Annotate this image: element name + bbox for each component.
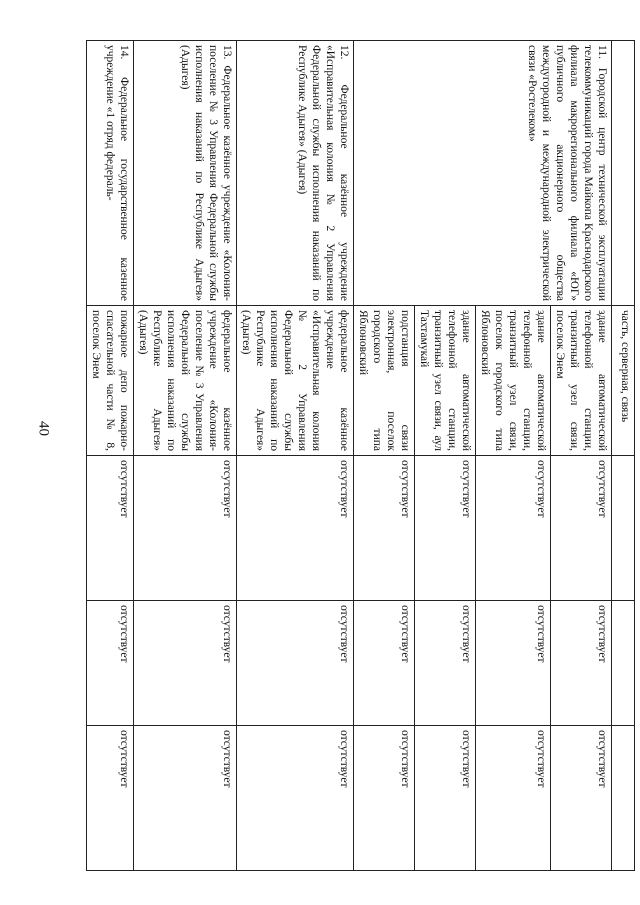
table-row	[87, 41, 134, 871]
table-cell: отсутствует	[354, 601, 415, 726]
table-cell-organization: 13. Федеральное казённое учреждение «Колония-поселение № 3 Управления Федеральной службы исполнения наказаний по Республике Адыгея» (Адыгея)	[134, 41, 237, 306]
table-cell	[612, 41, 635, 306]
table-cell: отсутствует	[134, 456, 237, 601]
table-cell: здание автоматической телефонной станции, транзитный узел связи, поселок городского типа Яблоновский	[476, 306, 551, 456]
table-cell: отсутствует	[87, 726, 134, 871]
page-number: 40	[35, 421, 52, 436]
table-cell: отсутствует	[134, 726, 237, 871]
table-cell: пожарное депо пожарно-спасательной части № 8, поселок Энем	[87, 306, 134, 456]
table-cell: отсутствует	[476, 456, 551, 601]
table-cell: отсутствует	[551, 456, 612, 601]
table-cell: отсутствует	[134, 601, 237, 726]
table-cell: отсутствует	[415, 726, 476, 871]
table-cell: отсутствует	[415, 456, 476, 601]
table-cell: отсутствует	[237, 456, 354, 601]
table-cell: отсутствует	[87, 456, 134, 601]
table-cell: отсутствует	[415, 601, 476, 726]
rotated-table-container	[75, 40, 635, 870]
table-cell: отсутствует	[354, 456, 415, 601]
table-cell-organization: 14. Федеральное государственное казенное учреждение «1 отряд федераль-	[87, 41, 134, 306]
table-cell: здание автоматической телефонной станции, транзитный узел связи, поселок Энем	[551, 306, 612, 456]
table-cell	[612, 601, 635, 726]
table-row	[612, 41, 635, 871]
table-cell: подстанция связи электронная, поселок городского типа Яблоновский	[354, 306, 415, 456]
table-cell: отсутствует	[237, 726, 354, 871]
table-cell	[612, 726, 635, 871]
table-cell: федеральное казённое учреждение «Исправительная колония № 2 Управления Федеральной службы исполнения наказаний по Республике Адыгея» (Адыгея)	[237, 306, 354, 456]
table-cell: отсутствует	[551, 601, 612, 726]
table-cell	[612, 456, 635, 601]
data-table	[86, 40, 635, 871]
table-cell: здание автоматической телефонной станции, транзитный узел связи, аул Тахтамукай	[415, 306, 476, 456]
table-cell-organization: 12. Федеральное казённое учреждение «Исправительная колония № 2 Управления Федеральной службы исполнения наказаний по Республике Адыгея» (Адыгея)	[237, 41, 354, 306]
table-cell: отсутствует	[237, 601, 354, 726]
table-row	[237, 41, 354, 871]
table-cell: часть, серверная, связь	[612, 306, 635, 456]
table-row	[551, 41, 612, 871]
table-cell: отсутствует	[551, 726, 612, 871]
table-cell: федеральное казённое учреждение «Колония-поселение № 3 Управления Федеральной службы исполнения наказаний по Республике Адыгея» (Адыгея)	[134, 306, 237, 456]
table-cell: отсутствует	[87, 601, 134, 726]
table-cell: отсутствует	[476, 601, 551, 726]
table-cell: отсутствует	[476, 726, 551, 871]
table-row	[134, 41, 237, 871]
table-cell-organization: 11. Городской центр технической эксплуатации телекоммуникаций города Майкопа Краснодарского филиала макрорегионального филиала «ЮГ» публичного акционерного общества междугородной и международной электрической связи «Ростелеком»	[354, 41, 612, 306]
table-cell: отсутствует	[354, 726, 415, 871]
